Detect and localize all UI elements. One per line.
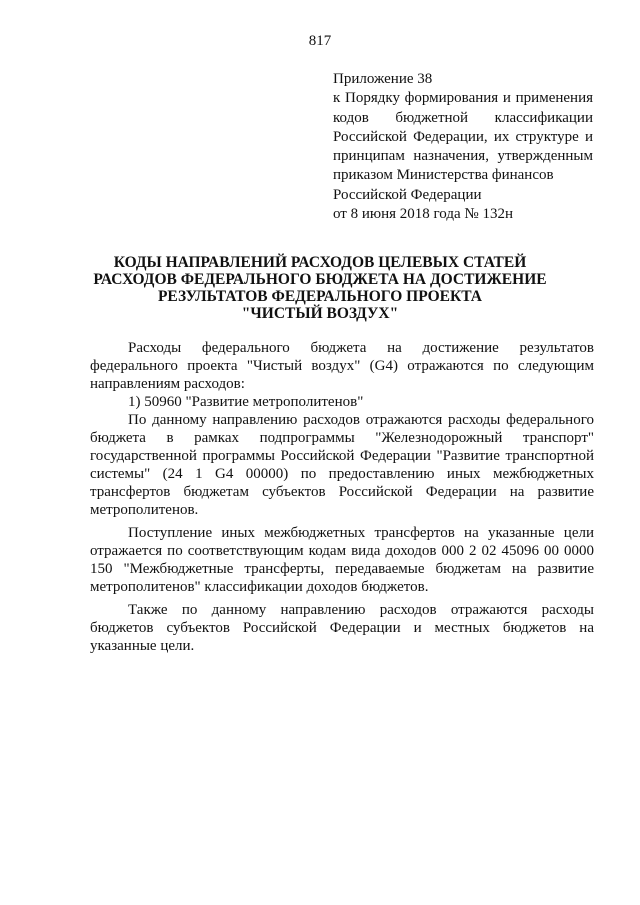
title-line: "ЧИСТЫЙ ВОЗДУХ" (241, 305, 399, 322)
paragraph: Поступление иных межбюджетных трансфертов на указанные цели отражается по соответствующим кодам вида доходов 000 2 02 45096 00 0000 150 "Межбюджетные трансферты, передаваемые бюджетам на развитие метрополитенов" классификации доходов бюджетов. (90, 525, 594, 595)
appendix-line: от 8 июня 2018 года № 132н (333, 206, 513, 223)
expense-direction-item: 1) 50960 "Развитие метрополитенов" (128, 394, 364, 410)
paragraph: Расходы федерального бюджета на достижение результатов федерального проекта "Чистый воздух" (G4) отражаются по следующим направлениям расходов: (90, 340, 594, 392)
appendix-line: Приложение 38 (333, 71, 433, 87)
appendix-line: принципам назначения, утвержденным (333, 148, 593, 165)
appendix-line: Российской Федерации, их структуре и (333, 128, 593, 145)
appendix-line: кодов бюджетной классификации (333, 109, 593, 126)
appendix-header (333, 70, 593, 224)
appendix-line: Российской Федерации (333, 186, 482, 203)
document-body (90, 339, 594, 655)
appendix-line: к Порядку формирования и применения (333, 90, 593, 107)
appendix-line: приказом Министерства финансов (333, 167, 554, 184)
paragraph: По данному направлению расходов отражаются расходы федерального бюджета в рамках подпрограммы "Железнодорожный транспорт" государственной программы Российской Федерации "Развитие транспортной системы" (24 1 G4 00000) по предоставлению иных межбюджетных трансфертов бюджетам субъектов Российской Федерации на развитие метрополитенов. (90, 412, 594, 518)
document-title (60, 254, 580, 322)
title-line: КОДЫ НАПРАВЛЕНИЙ РАСХОДОВ ЦЕЛЕВЫХ СТАТЕЙ (113, 254, 527, 271)
title-line: РЕЗУЛЬТАТОВ ФЕДЕРАЛЬНОГО ПРОЕКТА (157, 288, 483, 305)
page-number: 817 (308, 33, 332, 49)
paragraph: Также по данному направлению расходов отражаются расходы бюджетов субъектов Российской Федерации и местных бюджетов на указанные цели. (90, 602, 594, 654)
title-line: РАСХОДОВ ФЕДЕРАЛЬНОГО БЮДЖЕТА НА ДОСТИЖЕНИЕ (93, 271, 547, 288)
